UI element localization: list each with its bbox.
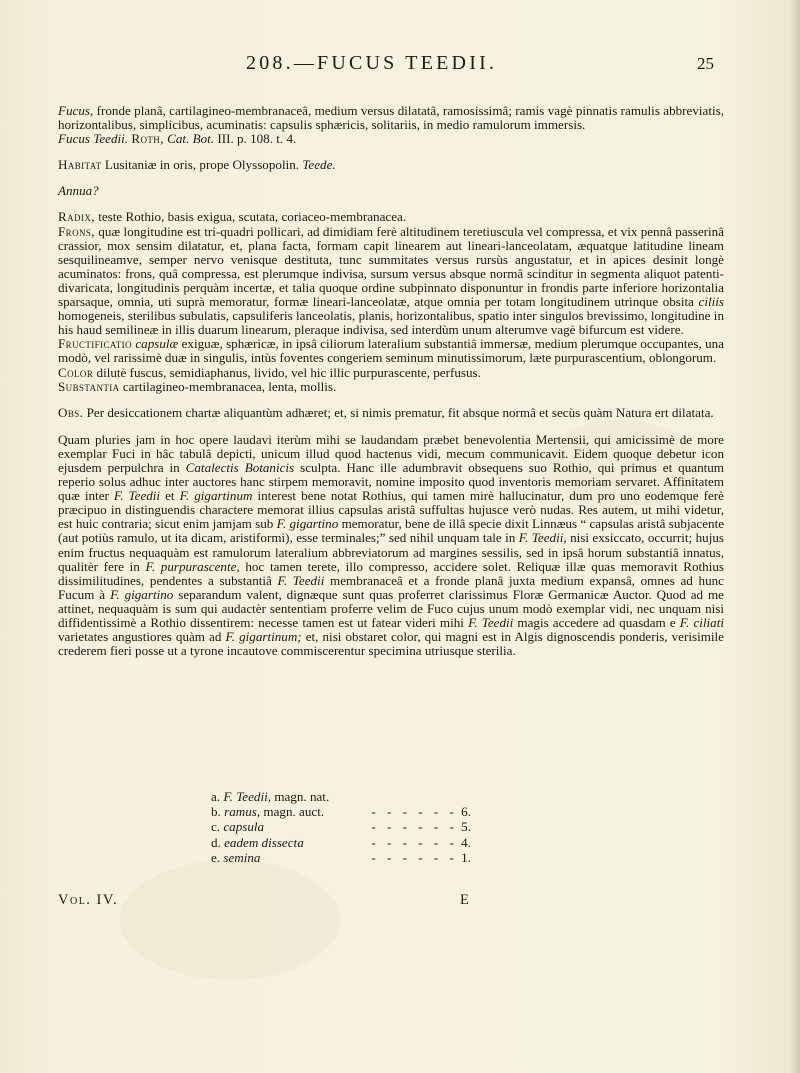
- color-text: dilutè fuscus, semidiaphanus, livido, vel hic illic purpurascente, perfusus.: [96, 364, 481, 380]
- legend-label: eadem dissecta: [224, 834, 304, 850]
- discussion-text: membranaceâ et a fronde planâ juxta medium expansâ, omnes ad hunc Fucum à: [58, 572, 724, 602]
- diagnosis-paragraph: [58, 104, 724, 132]
- species-name: F. Teedii,: [518, 530, 567, 546]
- legend-leader: - - - - - -: [371, 804, 458, 820]
- legend-row: [211, 789, 471, 804]
- species-name: F. gigartinum;: [225, 629, 302, 645]
- signature-mark: E: [460, 892, 469, 908]
- radix-text: teste Rothio, basis exigua, scutata, coriaceo-membranacea.: [98, 209, 407, 225]
- legend-number: 6.: [461, 804, 471, 820]
- legend-letter: e.: [211, 849, 221, 865]
- legend-row: [211, 835, 471, 850]
- fructificatio-term: capsulæ: [135, 336, 179, 352]
- legend-label: semina: [223, 849, 261, 865]
- frons-text-continued: homogeneis, sterilibus subulatis, capsuliferis lanceolatis, planis, horizontalibus, spatio inter singulos brevissimo, longitudine in his haud semilineæ in illis duarum linearum, pleraque indivisa, sed interdùm unum alterumve vagè bifurcum est videre.: [58, 308, 724, 338]
- discussion-text: separandum valent, dignæque sunt quas proferret clarissimus Floræ Germanicæ Auctor. Quod ad me attinet, nequaquàm is sum qui audactèr sententiam proferre velim de Fuco cujus unum modò exemplar vidi, nec unquam nisi diffidentissimè a Rothio dissentirem: necesse tamen est ut fatear videri mihi: [58, 586, 724, 630]
- substantia-label: Substantia: [58, 378, 120, 394]
- substantia-text: cartilagineo-membranacea, lenta, mollis.: [122, 378, 337, 394]
- discussion-text: interest bene notat Rothius, qui tamen mirè hallucinatur, dum pro uno eodemque ferè præcipuo in distinguendis charactere memorat illius capsulas aristâ suffultas hujusce verò nudas. Res autem, ut mihi videtur, est huic contraria; sicut enim jamjam sub: [58, 488, 724, 532]
- legend-leader: - - - - - -: [371, 834, 458, 850]
- discussion-citation: Catalectis Botanicis: [185, 459, 295, 475]
- species-description: [58, 104, 724, 658]
- legend-number: 4.: [461, 834, 471, 850]
- legend-label: ramus,: [224, 804, 261, 820]
- radix-paragraph: [58, 210, 724, 224]
- species-name: F. gigartino: [110, 586, 174, 602]
- diagnosis-text: , fronde planâ, cartilagineo-membranaceâ, medium versus dilatatâ, ramosissimâ; ramis vagè pinnatis ramulis abbreviatis, horizontalibus, simplicibus, acuminatis: capsulis sphæricis, solitariis, in medio ramulorum immersis.: [58, 103, 724, 133]
- genus-name: Fucus: [58, 103, 90, 118]
- synonym-detail: III. p. 108. t. 4.: [217, 131, 297, 147]
- legend-letter: b.: [211, 804, 221, 820]
- discussion-text: et, nisi obstaret color, qui magni est in Algis dignoscendis ponderis, verisimile crederem fieri posse ut a tyrone incautove commiscerentur specimina utriusque sterilia.: [58, 629, 724, 659]
- frons-text: quæ longitudine est tri-quadri pollicari, ad dimidiam ferè altitudinem teretiuscula vel compressa, et vix pennâ passerinâ crassior, mox sensim dilatatur, et, plana facta, formam capit linearem aut lineari-lanceolatam, æquatque latitudine lineam sesquilineamve, semper nervo venisque destituta, tunc summitates versus rursùs angustatur, et in apices desinit longè acuminatos: frons, quâ compressa, est plerumque indivisa, sursum versus absque normâ scinditur in segmenta aliquot patenti-divaricata, longitudinis perquàm incertæ, et talia quoque ordine subpinnato disponuntur in frondis parte inferiore horizontalia sparsaque, omnia, uti suprà memoratur, formæ lineari-lanceolatæ, atque omnia per totam longitudinem utrinque obsita: [58, 223, 724, 310]
- volume-label: Vol. IV.: [58, 892, 119, 908]
- frons-paragraph: [58, 225, 724, 338]
- legend-row: [211, 850, 471, 865]
- page-footer: [58, 892, 528, 912]
- species-name: F. Teedii: [277, 572, 325, 588]
- species-name: F. Teedii: [468, 615, 514, 630]
- fructificatio-label: Fructificatio: [58, 336, 132, 352]
- habitat-authority: Teede.: [302, 157, 336, 173]
- page-edge-shadow: [790, 0, 800, 1073]
- synonym-reference: Cat. Bot.: [167, 131, 215, 147]
- paper-stain: [120, 860, 340, 980]
- legend-number: 5.: [461, 819, 471, 835]
- discussion-text: Quam pluries jam in hoc opere laudavi iterùm mihi se laudandam præbet benevolentia Mertensii, qui amicissimè de more exemplar Fuci in hâc tabulâ depicti, unicum illud quod hactenus vidi, mecum communicavit. Eidem quoque debetur icon ejusdem perpulchra in: [58, 431, 724, 475]
- discussion-text: magis accedere ad quasdam e: [517, 615, 676, 630]
- discussion-text: nisi exsiccato, occurrit; hujus enim fructus nequaquàm est ramulorum lateralium abbreviatorum ad margines sessilis, sed in ipsâ horum substantiâ innatus, qualitèr fere in: [58, 530, 724, 574]
- species-name: F. purpurascente,: [145, 558, 240, 574]
- legend-number: 1.: [461, 849, 471, 865]
- synonym-name: Fucus Teedii.: [58, 131, 129, 147]
- duration-text: Annua?: [58, 183, 99, 199]
- observation-label: Obs.: [58, 404, 84, 420]
- discussion-text: sculpta. Hanc ille adumbravit obsequens suo Rothio, qui primus et quantum reperio solus adhuc inter auctores hanc stirpem memoravit, nomine imposito quod inventoris memoriam servaret. Affinitatem quæ inter: [58, 459, 724, 504]
- substantia-paragraph: [58, 380, 724, 394]
- discussion-text: memoratur, bene de illâ specie dixit Linnæus “ capsulas aristâ subjacente (aut potiùs ramulo, ut ita dicam, aristiformi), esse terminales;” sed nihil unquam tale in: [58, 516, 725, 546]
- radix-label: Radix,: [58, 209, 95, 225]
- legend-leader: - - - - - -: [371, 819, 458, 835]
- observation-paragraph: [58, 406, 724, 420]
- color-label: Color: [58, 364, 94, 380]
- plate-legend: [211, 789, 471, 865]
- synonym-line: [58, 132, 724, 146]
- species-name: F. gigartino: [276, 516, 339, 532]
- legend-letter: d.: [211, 834, 221, 850]
- habitat-text: Lusitaniæ in oris, prope Olyssopolin.: [104, 157, 300, 173]
- page-title: 208.—FUCUS TEEDII.: [246, 52, 498, 74]
- page-number: 25: [697, 54, 714, 73]
- synonym-author: Roth,: [131, 131, 164, 147]
- legend-label: F. Teedii,: [223, 789, 272, 804]
- species-name: F. gigartinum: [179, 488, 253, 504]
- frons-label: Frons,: [58, 223, 95, 239]
- fructificatio-paragraph: [58, 337, 724, 365]
- habitat-label: Habitat: [58, 157, 102, 173]
- color-paragraph: [58, 366, 724, 380]
- duration-line: [58, 184, 724, 198]
- discussion-text: et: [165, 488, 175, 504]
- legend-letter: a.: [211, 789, 221, 804]
- species-name: F. Teedii: [113, 488, 161, 504]
- frons-term: ciliis: [698, 294, 724, 310]
- observation-text: Per desiccationem chartæ aliquantùm adhæret; et, si nimis prematur, fit absque normâ et secùs quàm Natura ert dilatata.: [86, 404, 714, 420]
- legend-row: [211, 819, 471, 834]
- legend-magnification: magn. auct.: [263, 804, 325, 820]
- legend-letter: c.: [211, 819, 221, 835]
- running-header: [0, 52, 800, 80]
- legend-magnification: magn. nat.: [274, 789, 330, 804]
- legend-row: [211, 804, 471, 819]
- habitat-line: [58, 158, 724, 172]
- discussion-paragraph: [58, 433, 724, 659]
- legend-label: capsula: [223, 819, 265, 835]
- species-name: F. ciliati: [679, 615, 725, 630]
- discussion-text: hoc tamen terete, illo compresso, accidere solet. Reliquæ illæ quas memoravit Rothius dissimilitudines, pendentes a substantiâ: [58, 558, 725, 588]
- legend-leader: - - - - - -: [371, 849, 458, 865]
- fructificatio-text: exiguæ, sphæricæ, in ipsâ ciliorum lateralium substantiâ immersæ, medium plerumque occupantes, una modò, vel rarissimè duæ in singulis, intùs foventes congeriem seminum minutissimorum, læte purpurascentium, oblongorum.: [58, 336, 724, 366]
- discussion-text: varietates angustiores quàm ad: [58, 629, 222, 645]
